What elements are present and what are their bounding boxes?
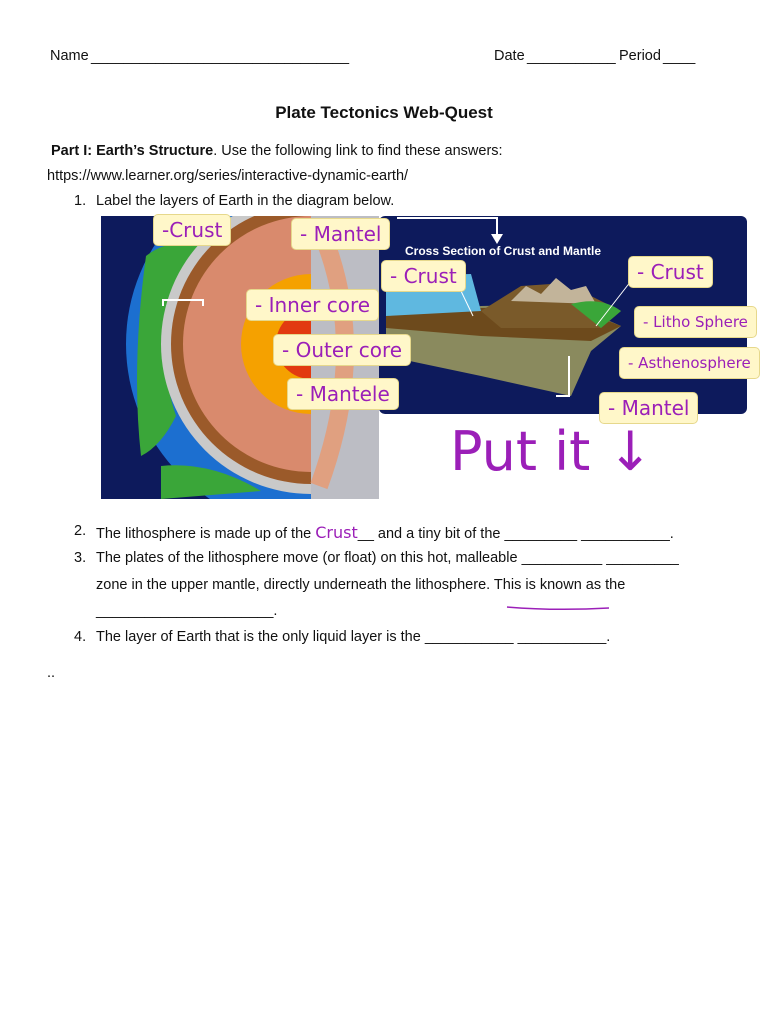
q4-line [96, 629, 610, 645]
label-asthenosphere[interactable]: - Asthenosphere [619, 347, 760, 379]
part1-instruction: . Use the following link to find these answers: [213, 143, 503, 159]
period-label: Period [619, 48, 661, 64]
q2-number: 2. [74, 523, 87, 539]
q2-blank-b[interactable]: _________ [504, 526, 578, 542]
q4-blank-b[interactable]: ___________. [517, 629, 611, 645]
q3-number: 3. [74, 550, 87, 566]
label-lithosphere[interactable]: - Litho Sphere [634, 306, 757, 338]
q2-blank-c[interactable]: ___________. [581, 526, 674, 542]
handwritten-underline [505, 601, 611, 613]
name-blank[interactable]: ________________________________ [91, 49, 350, 65]
q3-blank-b[interactable]: _________ [606, 550, 679, 566]
q1-number: 1. [74, 193, 87, 209]
q4-text: The layer of Earth that is the only liquid layer is the [96, 629, 421, 645]
q2-answer-crust[interactable]: Crust [315, 523, 358, 542]
q2-blank-a[interactable]: __ [357, 526, 374, 542]
part1-heading: Part I: Earth’s Structure [51, 143, 214, 159]
q2-line [96, 523, 674, 542]
label-cs-crust-right[interactable]: - Crust [628, 256, 713, 288]
q4-blank-a[interactable]: ___________ [424, 629, 514, 645]
handwritten-note: Put it ↓ [450, 420, 653, 483]
label-earth-mantel[interactable]: - Mantel [291, 218, 390, 250]
q3-line1-text: The plates of the lithosphere move (or float) on this hot, malleable [96, 550, 518, 566]
label-inner-core[interactable]: - Inner core [246, 289, 379, 321]
q4-number: 4. [74, 629, 87, 645]
q2-text-a: The lithosphere is made up of the [96, 526, 312, 542]
cross-section-title: Cross Section of Crust and Mantle [405, 244, 602, 258]
label-earth-mantle[interactable]: - Mantele [287, 378, 399, 410]
q3-blank-a[interactable]: __________ [521, 550, 603, 566]
label-cs-crust-left[interactable]: - Crust [381, 260, 466, 292]
date-blank[interactable]: ___________ [527, 49, 616, 65]
q2-text-b: and a tiny bit of the [377, 526, 501, 542]
q3-blank-c[interactable]: ______________________. [96, 603, 278, 619]
label-cs-mantel[interactable]: - Mantel [599, 392, 698, 424]
label-outer-core[interactable]: - Outer core [273, 334, 411, 366]
period-blank[interactable]: ____ [663, 49, 696, 65]
q1-text: Label the layers of Earth in the diagram below. [96, 193, 395, 209]
footer-dots: .. [47, 665, 56, 681]
date-label: Date [494, 48, 525, 64]
label-earth-crust[interactable]: -Crust [153, 214, 231, 246]
page-title: Plate Tectonics Web-Quest [275, 103, 493, 122]
part1-link[interactable]: https://www.learner.org/series/interactive-dynamic-earth/ [47, 168, 409, 184]
part1-line [51, 143, 503, 159]
name-label: Name [50, 48, 89, 64]
q3-line2: zone in the upper mantle, directly underneath the lithosphere. This is known as the [96, 577, 626, 593]
q3-line1 [96, 550, 679, 566]
